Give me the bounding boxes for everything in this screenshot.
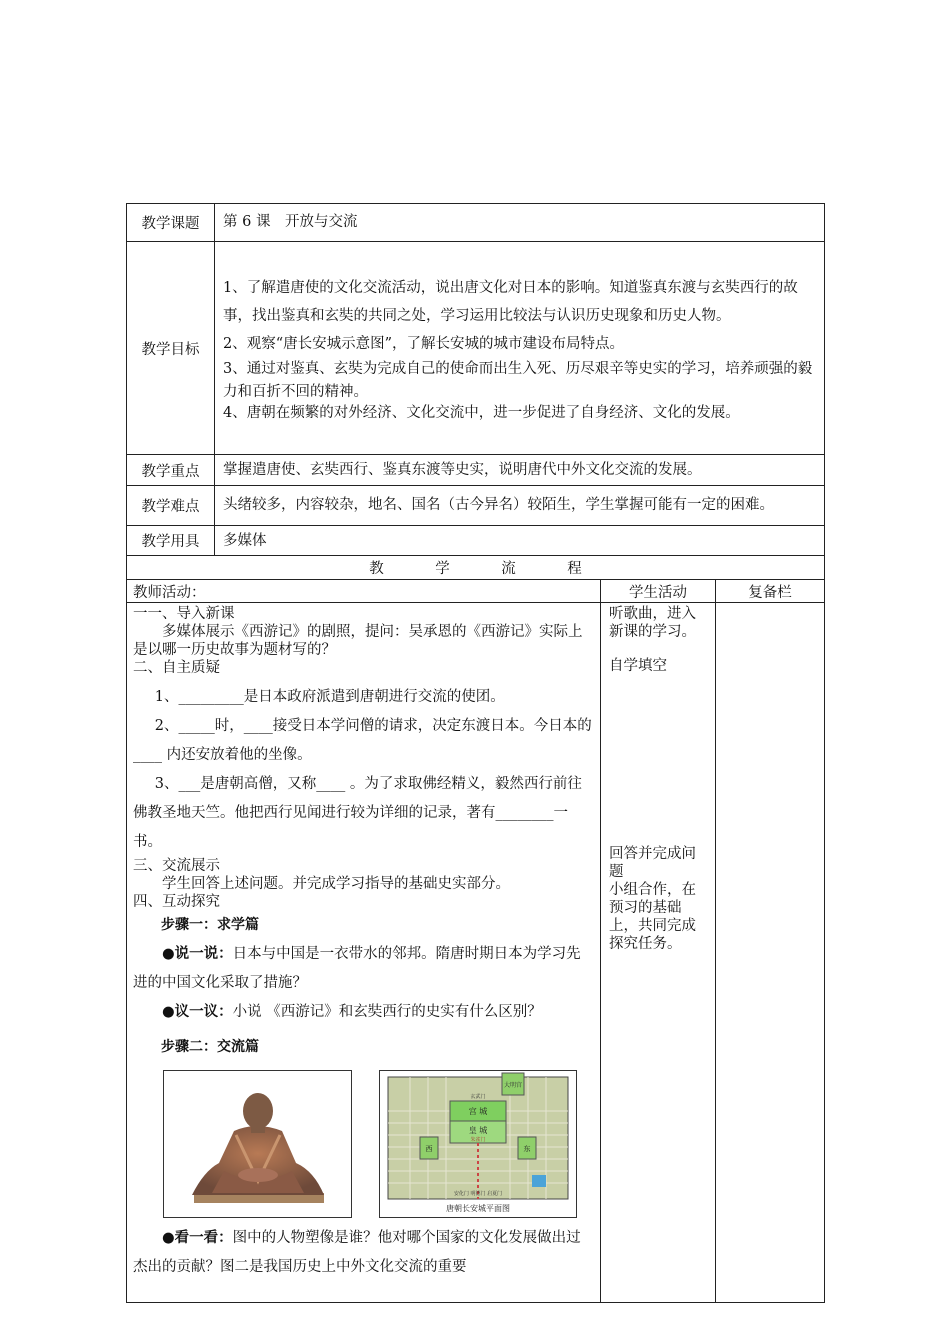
section-heading: 四、互动探究 (133, 894, 220, 910)
step-one-heading: 步骤一：求学篇 (161, 917, 259, 933)
say-prompt (133, 940, 594, 998)
goal-item: 4、唐朝在频繁的对外经济、文化交流中，进一步促进了自身经济、文化的发展。 (223, 404, 740, 421)
map-label-gates: 安化门 明德门 启夏门 (453, 1191, 503, 1197)
look-label: ●看一看： (162, 1230, 233, 1246)
goal-item: 3、通过对鉴真、玄奘为完成自己的使命而出生入死、历尽艰辛等史实的学习，培养顽强的毅力和百折不回的精神。 (223, 360, 813, 400)
map-label-palace: 宫 城 (468, 1107, 488, 1116)
discuss-label: ●议一议： (162, 1004, 233, 1020)
student-note: 回答并完成问题 (609, 846, 696, 880)
section-text: 多媒体展示《西游记》的剧照，提问：吴承恩的《西游记》实际上是以哪一历史故事为题材写的？ (133, 624, 583, 658)
map-label-zhuque: 朱雀门 (470, 1137, 486, 1143)
goals-label: 教学目标 (127, 242, 215, 455)
review-column (716, 603, 825, 1303)
tools-value: 多媒体 (215, 526, 825, 556)
tools-label: 教学用具 (127, 526, 215, 556)
question-1: 1、_________是日本政府派遣到唐朝进行交流的使团。 (154, 689, 505, 705)
row-flow-header (127, 580, 825, 603)
discuss-prompt (133, 998, 594, 1027)
map-label-daming: 大明宫 (503, 1082, 523, 1089)
flow-title-char: 程 (567, 561, 582, 577)
topic-value: 第 6 课 开放与交流 (215, 204, 825, 242)
col-student-header: 学生活动 (601, 580, 716, 603)
statue-icon (164, 1071, 351, 1217)
goal-item: 1、了解遣唐使的文化交流活动，说出唐文化对日本的影响。知道鉴真东渡与玄奘西行的故事，找出鉴真和玄奘的共同之处，学习运用比较法与认识历史现象和历史人物。 (223, 279, 798, 324)
student-activity (601, 603, 716, 1303)
row-goals (127, 242, 825, 455)
jianzhen-statue-image (163, 1070, 352, 1218)
col-review-header: 复备栏 (716, 580, 825, 603)
goal-item: 2、观察“唐长安城示意图”，了解长安城的城市建设布局特点。 (223, 335, 625, 352)
step-two-heading: 步骤二：交流篇 (161, 1039, 259, 1055)
map-icon (380, 1071, 576, 1217)
map-label-east: 东 (523, 1145, 531, 1153)
flow-title-char: 教 (369, 561, 384, 577)
student-note: 小组合作，在预习的基础上，共同完成探究任务。 (609, 882, 696, 952)
row-difficulty (127, 486, 825, 526)
section-heading: 一一、导入新课 (133, 606, 235, 622)
say-label: ●说一说： (162, 946, 233, 962)
changan-map-image (379, 1070, 577, 1218)
goals-list (215, 242, 825, 455)
map-label-imperial: 皇 城 (468, 1126, 488, 1135)
row-flow-title (127, 556, 825, 580)
col-teacher-header: 教师活动： (127, 580, 601, 603)
figure-row (133, 1070, 594, 1220)
row-topic (127, 204, 825, 242)
flow-title-char: 流 (501, 561, 516, 577)
teacher-activity (127, 603, 601, 1303)
difficulty-label: 教学难点 (127, 486, 215, 526)
key-value: 掌握遣唐使、玄奘西行、鉴真东渡等史实，说明唐代中外文化交流的发展。 (215, 455, 825, 486)
row-flow-body (127, 603, 825, 1303)
flow-title-char: 学 (435, 561, 450, 577)
question-3: 3、___是唐朝高僧，又称____ 。为了求取佛经精义，毅然西行前往佛教圣地天竺。他把西行见闻进行较为详细的记录，著有________一书。 (133, 776, 582, 850)
lesson-plan-table (126, 203, 825, 1303)
look-prompt (133, 1224, 594, 1282)
difficulty-value: 头绪较多，内容较杂，地名、国名（古今异名）较陌生，学生掌握可能有一定的困难。 (215, 486, 825, 526)
row-key (127, 455, 825, 486)
student-note: 听歌曲，进入新课的学习。 (609, 606, 696, 640)
topic-label: 教学课题 (127, 204, 215, 242)
map-caption: 唐朝长安城平面图 (446, 1204, 510, 1213)
section-heading: 二、自主质疑 (133, 660, 220, 676)
look-text: 图中的人物塑像是谁？他对哪个国家的文化发展做出过杰出的贡献？图二是我国历史上中外文化交流的重要 (133, 1230, 581, 1275)
question-2: 2、_____时，____接受日本学问僧的请求，决定东渡日本。今日本的____ 内还安放着他的坐像。 (133, 718, 592, 763)
map-label-west: 西 (425, 1145, 433, 1153)
say-text: 日本与中国是一衣带水的邻邦。隋唐时期日本为学习先进的中国文化采取了措施？ (133, 946, 581, 991)
discuss-text: 小说 《西游记》和玄奘西行的史实有什么区别？ (232, 1004, 542, 1020)
row-tools (127, 526, 825, 556)
map-label-xuanwu: 玄武门 (470, 1094, 486, 1100)
section-text: 学生回答上述问题。并完成学习指导的基础史实部分。 (162, 876, 510, 892)
student-note: 自学填空 (609, 658, 667, 674)
key-label: 教学重点 (127, 455, 215, 486)
section-heading: 三、交流展示 (133, 858, 220, 874)
flow-title (127, 556, 825, 580)
